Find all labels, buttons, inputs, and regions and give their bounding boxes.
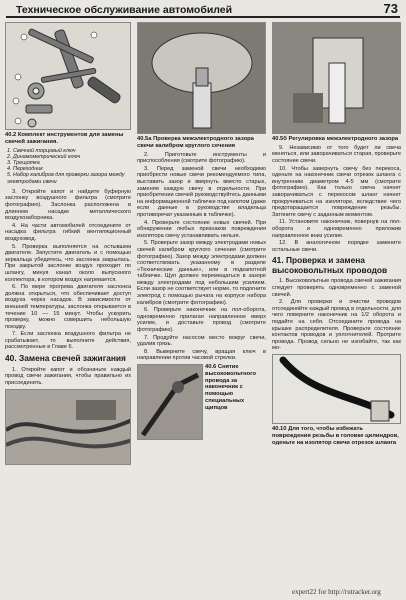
paragraph: 7. Если заслонка воздушного фильтра не срабатывает, то выполните действия, рассмотренные в Главе 6. bbox=[5, 331, 131, 351]
header-title: Техническое обслуживание автомобилей bbox=[16, 4, 233, 16]
list-item: 2. Динамометрический ключ bbox=[7, 153, 81, 160]
paragraph: 7. Продуйте насосом место вокруг свечи, удалив грязь. bbox=[137, 334, 266, 348]
paragraph: 4. На части автомобилей отсоедините от насадка фильтра гибкий вентиляционный воздуховод. bbox=[5, 222, 131, 242]
paragraph: 12. В аналогичном порядке замените остальные свечи. bbox=[272, 240, 401, 253]
paragraph: 2. Для проверки и очистки проводов отсоединяйте каждый провод в отдельности, для чего поверните наконечник на 1/2 оборота и подайте на себя. Отсоедините провода на крышке распределителя. Проверьте состояние контактов проводов и уплотнителей. Протрите провода. Провод сильно не изгибайте, так как мо- bbox=[272, 299, 401, 352]
spark-wires-illustration bbox=[6, 390, 131, 465]
paragraph: 9. Независимо от того будет ли свеча меняться, или заворачиваться старая, проверьте состояние свечи. bbox=[272, 144, 401, 164]
paragraph: 4. Проверьте состояние новых свечей. При обнаружении любых признаков повреждения изолятора свечу устанавливать нельзя. bbox=[137, 219, 266, 239]
list-item: 4. Переходник bbox=[7, 166, 43, 173]
paragraph: 3. Откройте капот и найдите буферную заслонку воздушного фильтра (смотрите фотографию). Заслонка расположена в длинном насадке металлического воздухозаборника. bbox=[5, 188, 131, 222]
tools-photo bbox=[5, 22, 131, 130]
footer-watermark: expert22 for http://rutracker.org bbox=[292, 588, 381, 596]
paragraph: 6. По мере прогрева двигателя заслонка должна открыться, что обеспечивает доступ воздуха через насадок. В зависимости от внешней температуры, заслонка открывается в течение 10 — 15 минут. Чтобы ускорить проверку, можно совершить небольшую поездку. bbox=[5, 284, 131, 330]
tools-list bbox=[5, 148, 131, 185]
paragraph: 10. Чтобы завернуть свечу без перекоса, оденьте на наконечник свечи отрезок шланга с внутренним диаметром 4-5 мм (смотрите фотографию). Как только свеча начнет заворачиваться с перекосом шланг начнет прокручиваться на изоляторе, вследствие чего предотвращается повреждение резьбы. Затяните свечу с заданным моментом. bbox=[272, 165, 401, 218]
fig-40-5a-caption: 40.5а Проверка межэлектродного зазора свечи калибром круглого сечения bbox=[137, 136, 254, 149]
fig-40-5b-caption: 40.5б Регулировка межэлектродного зазора bbox=[272, 136, 399, 142]
wires-photo bbox=[5, 389, 131, 465]
gap-adjust-photo bbox=[272, 22, 401, 134]
paragraph: 2. Приготовьте инструменты и приспособления (смотрите фотографию). bbox=[137, 151, 266, 165]
tools-illustration bbox=[6, 23, 131, 130]
section-heading-40: 40. Замена свечей зажигания bbox=[5, 353, 126, 364]
page-header bbox=[6, 2, 400, 18]
page-number: 73 bbox=[383, 1, 398, 16]
paragraph: 5. Проверьте зазор между электродами новых свечей калибром круглого сечения (смотрите фотографию). Зазор между электродами должен соответствовать указанному в разделе «Технические данные», или в подкапотной табличке. Щуп должен перемещаться в зазоре между электродами под небольшим усилием. Если зазор не соответствует норме, то подогните электрод с помощью рычага на корпусе набора калибров (смотрите фотографию). bbox=[137, 240, 266, 306]
paragraph: 8. Выверните свечу, вращая ключ в направлении против часовой стрелки. bbox=[137, 348, 266, 362]
paragraph: 5. Проверка выполняется на остывшем двигателе. Запустите двигатель и с помощью зеркальца убедитесь, что заслонка закрылась. При закрытой заслонке воздух проходит по шлангу, минуя канал около выпускного коллектора, в котором воздух нагревается. bbox=[5, 243, 131, 283]
list-item: 1. Свечной торцовый ключ bbox=[7, 147, 76, 154]
paragraph: 6. Проверьте наконечник на пол-оборота, одновременно прилагая направленное вверх усилие, и доставьте провод (смотрите фотографию). bbox=[137, 307, 266, 334]
list-item: 3. Трещотка bbox=[7, 160, 40, 166]
column-1 bbox=[5, 22, 131, 465]
hose-photo bbox=[272, 354, 401, 424]
gap-adjust-illustration bbox=[273, 23, 401, 134]
column-3 bbox=[272, 22, 401, 448]
column-2 bbox=[137, 22, 266, 440]
fig-40-2-caption: 40.2 Комплект инструментов для замены свечей зажигания. bbox=[5, 132, 124, 145]
fig-40-6-caption: 40.6 Снятие высоковольтного провода за наконечник с помощью специальных щипцов bbox=[205, 364, 257, 411]
plug-wire-photo bbox=[137, 364, 203, 440]
list-item: 5. Набор калибров для проверки зазора между электродами свечи bbox=[7, 172, 125, 185]
paragraph: 1. Высоковольтные провода свечей зажигания следует проверять одновременно с заменой свечей. bbox=[272, 278, 401, 298]
gap-check-photo bbox=[137, 22, 266, 134]
paragraph: 3. Перед заменой свечи необходимо приобрести новые свечи рекомендуемого типа, выставить зазор и ввернуть вместо старых, заменяя каждую свечу в отдельности. При приобретении свечей руководствуйтесь данными на информационной табличке под капотом (даже если данные в руководстве владельца противоречат указанным в табличке). bbox=[137, 165, 266, 218]
plug-removal-illustration bbox=[138, 365, 203, 440]
section-heading-41: 41. Проверка и замена высоковольтных проводов bbox=[272, 255, 388, 275]
fig-40-10-caption: 40.10 Для того, чтобы избежать повреждения резьбы в головке цилиндров, оденьте на изолятор свечи отрезок шланга bbox=[272, 426, 399, 446]
gap-gauge-illustration bbox=[138, 23, 266, 134]
paragraph: 1. Откройте капот и обозначьте каждый провод свечи зажигания, чтобы правильно их присоединить. bbox=[5, 366, 131, 386]
hose-on-plug-illustration bbox=[273, 355, 401, 424]
paragraph: 11. Установите наконечник, повернув на пол-оборота и одновременно приложив направленное вниз усилие. bbox=[272, 219, 401, 239]
